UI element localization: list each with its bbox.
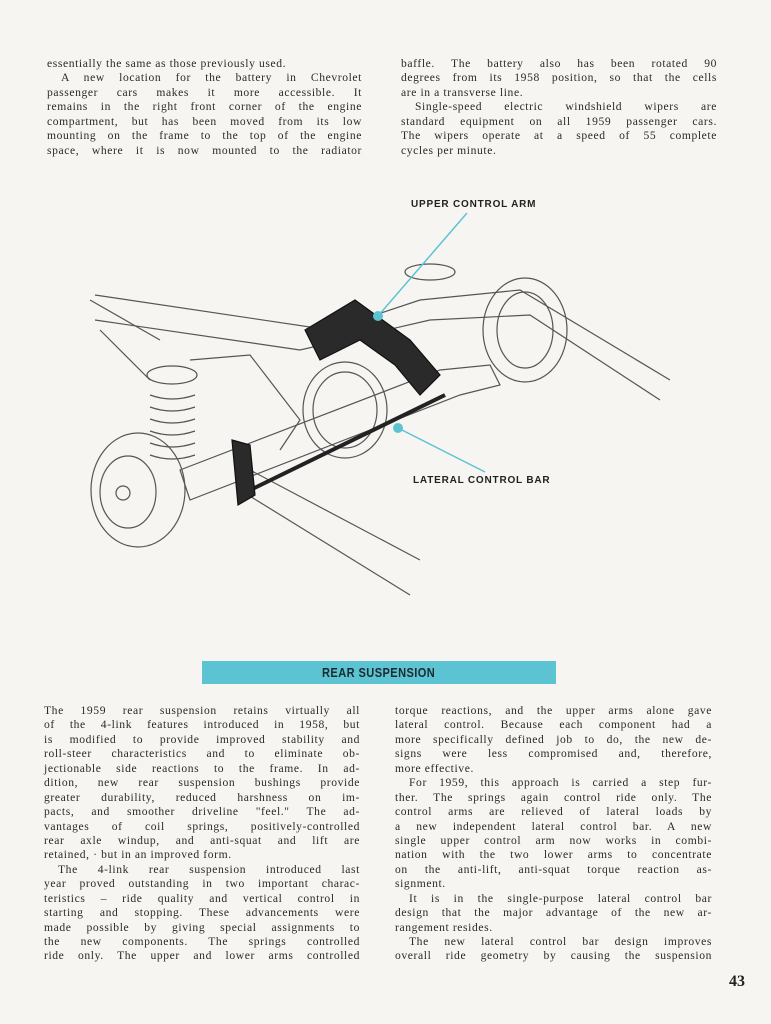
text-line: compartment, but has been moved from its low [47, 114, 362, 128]
text-line: cycles per minute. [401, 143, 497, 157]
text-line: year proved outstanding in two important charac- [44, 877, 360, 891]
text-line: of the 4-link features introduced in 1958, but [44, 718, 360, 732]
text-line: signs were less compromised and, therefore, [395, 747, 712, 761]
text-line: ther. The springs again control ride only. The [395, 790, 712, 804]
lateral-control-bar-label: LATERAL CONTROL BAR [413, 475, 551, 486]
text-line: single upper control arm now works in combi- [395, 833, 712, 847]
section-title-banner [202, 661, 556, 684]
text-line: made possible by giving special assignments to [44, 920, 360, 934]
text-line: For 1959, this approach is carried a step fur- [409, 776, 712, 790]
text-line: jectionable side reactions to the frame. In ad- [44, 761, 360, 775]
page-number: 43 [729, 973, 745, 990]
text-line: are in a transverse line. [401, 85, 524, 99]
left-brake-drum [91, 433, 185, 547]
text-line: The 1959 rear suspension retains virtually all [44, 704, 360, 717]
text-line: baffle. The battery also has been rotated 90 [401, 57, 717, 70]
lateral-bar-callout-dot [393, 423, 403, 433]
text-line: passenger cars makes it more accessible. It [47, 85, 362, 99]
text-line: remains in the right front corner of the engine [47, 100, 362, 114]
text-line: The 4-link rear suspension introduced last [58, 862, 360, 876]
text-line: dition, new rear suspension bushings provide [44, 776, 360, 790]
text-line: on the anti-lift, anti-squat torque reaction as- [395, 862, 712, 876]
text-line: teristics – ride quality and vertical control in [44, 891, 360, 905]
text-line: Single-speed electric windshield wipers are [415, 100, 717, 114]
text-line: degrees from its 1958 position, so that the cells [401, 71, 717, 85]
text-line: signment. [395, 877, 446, 891]
text-line: control arms are relieved of lateral loads by [395, 805, 712, 819]
text-line: more specifically defined job to do, the new de- [395, 732, 712, 746]
text-line: lateral control. Because each component had a [395, 718, 712, 732]
frame-rail-lower [240, 470, 420, 595]
coil-spring [147, 366, 197, 459]
text-line: the new components. The springs controlled [44, 935, 360, 948]
text-line: It is in the single-purpose lateral control bar [409, 891, 712, 905]
text-line: roll-steer characteristics and to eliminate ob- [44, 747, 360, 761]
text-line: a new independent lateral control bar. A new [395, 819, 712, 833]
text-line: pacts, and smoother driveline "feel." The ad- [44, 805, 360, 819]
text-line: design that the major advantage of the new ar- [395, 906, 712, 920]
text-line: rangement resides. [395, 920, 493, 934]
text-line: The new lateral control bar design improves [409, 935, 712, 948]
text-line: ride only. The upper and lower arms controlled [44, 949, 360, 963]
text-line: greater durability, reduced harshness on im- [44, 790, 360, 804]
text-line: A new location for the battery in Chevrolet [61, 71, 362, 85]
text-line: nation with the two lower arms to concentrate [395, 848, 712, 862]
text-line: starting and stopping. These advancements were [44, 906, 360, 920]
bottom-left-column [44, 704, 360, 964]
section-title: REAR SUSPENSION [322, 665, 436, 680]
text-line: torque reactions, and the upper arms alone gave [395, 704, 712, 717]
text-line: essentially the same as those previously used. [47, 57, 287, 70]
text-line: is modified to provide improved stability and [44, 732, 360, 746]
text-line: overall ride geometry by causing the suspension [395, 949, 712, 963]
text-line: The wipers operate at a speed of 55 complete [401, 129, 717, 143]
text-line: space, where it is now mounted to the radiator [47, 143, 362, 157]
text-line: rear axle windup, and anti-squat and lift are [44, 833, 360, 847]
bottom-right-column [395, 704, 712, 964]
text-line: retained, · but in an improved form. [44, 848, 232, 862]
upper-arm-callout-dot [373, 311, 383, 321]
text-line: standard equipment on all 1959 passenger cars. [401, 114, 717, 128]
text-line: more effective. [395, 761, 474, 775]
upper-control-arm-label: UPPER CONTROL ARM [411, 199, 537, 210]
text-line: vantages of coil springs, positively-controlled [44, 819, 360, 833]
text-line: mounting on the frame to the top of the engine [47, 129, 362, 143]
